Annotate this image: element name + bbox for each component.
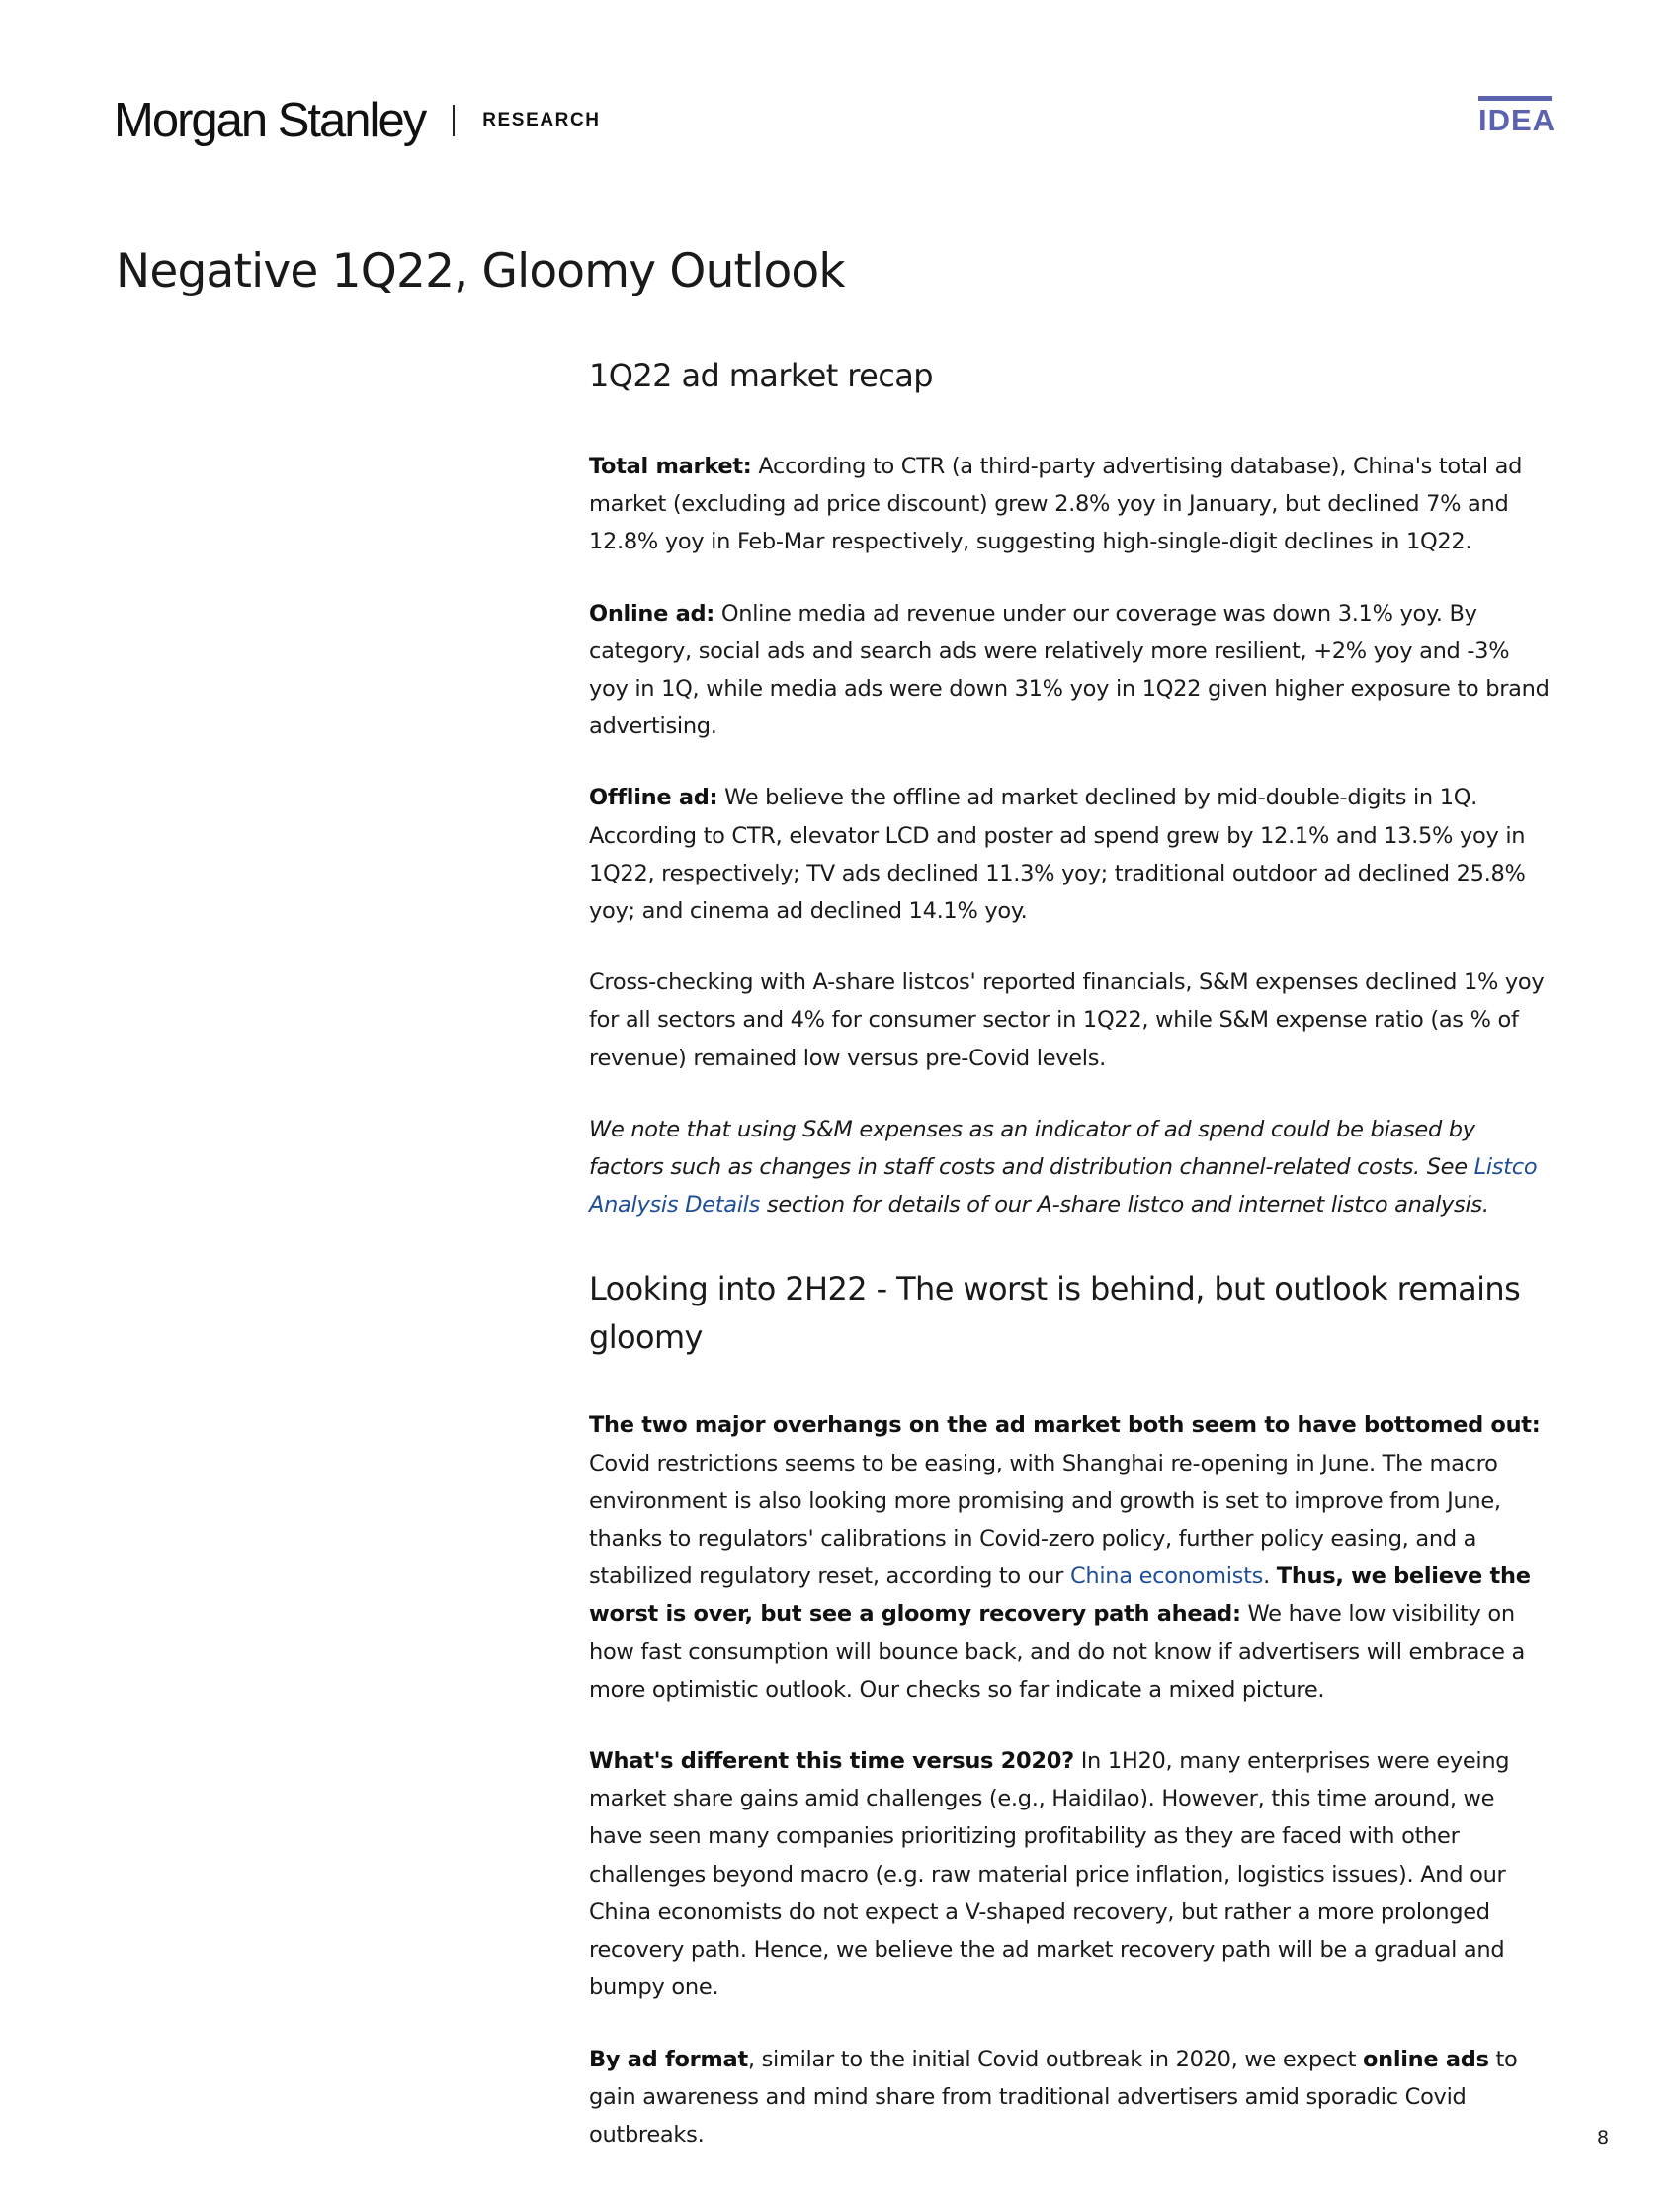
difference-label: What's different this time versus 2020? bbox=[589, 1748, 1074, 1775]
listco-analysis-link[interactable]: Listco Analysis Details bbox=[589, 1154, 1538, 1219]
offline-ad-text: We believe the offline ad market declined by mid-double-digits in 1Q. According to CTR, elevator LCD and poster ad spend grew by 12.1% and 13.5% yoy in 1Q22, respectively; TV ads declined 11.3% yoy; traditional outdoor ad declined 25.8% yoy; and cinema ad declined 14.1% yoy. bbox=[589, 785, 1526, 925]
note-text-after: section for details of our A-share listco and internet listco analysis. bbox=[760, 1192, 1489, 1219]
recap-heading: 1Q22 ad market recap bbox=[589, 357, 933, 394]
total-market-label: Total market: bbox=[589, 454, 752, 479]
research-label: RESEARCH bbox=[482, 110, 601, 130]
difference-text: In 1H20, many enterprises were eyeing market share gains amid challenges (e.g., Haidilao). However, this time around, we have seen many companies prioritizing profitability as they are faced with other challenges beyond macro (e.g. raw material price inflation, logistics issues). And our China economists do not expect a V-shaped recovery, but rather a more prolonged recovery path. Hence, we believe the ad market recovery path will be a gradual and bumpy one. bbox=[589, 1748, 1510, 2001]
header-divider bbox=[453, 105, 455, 136]
online-ad-text: Online media ad revenue under our coverage was down 3.1% yoy. By category, social ads and search ads were relatively more resilient, +2% yoy and -3% yoy in 1Q, while media ads were down 31% yoy in 1Q22 given higher exposure to brand advertising. bbox=[589, 600, 1550, 740]
total-market-text: According to CTR (a third-party advertising database), China's total ad market (excluding ad price discount) grew 2.8% yoy in January, but declined 7% and 12.8% yoy in Feb-Mar respectively, suggesting high-single-digit declines in 1Q22. bbox=[589, 454, 1523, 555]
online-ad-label: Online ad: bbox=[589, 600, 714, 627]
ad-format-text-1: , similar to the initial Covid outbreak in 2020, we expect bbox=[747, 2046, 1363, 2072]
offline-ad-label: Offline ad: bbox=[589, 785, 718, 811]
morgan-stanley-logo: Morgan Stanley bbox=[114, 93, 426, 147]
overhangs-text-2: . bbox=[1263, 1563, 1277, 1590]
difference-paragraph bbox=[589, 1742, 1550, 2006]
worst-is-over-label: Thus, we believe the worst is over, but see a gloomy recovery path ahead: bbox=[589, 1563, 1531, 1628]
note-text-before: We note that using S&M expenses as an indicator of ad spend could be biased by factors such as changes in staff costs and distribution channel-related costs. See bbox=[589, 1116, 1475, 1181]
overhangs-text-3: We have low visibility on how fast consumption will bounce back, and do not know if advertisers will embrace a more optimistic outlook. Our checks so far indicate a mixed picture. bbox=[589, 1601, 1526, 1703]
online-ads-label: online ads bbox=[1362, 2046, 1489, 2072]
china-economists-link[interactable]: China economists bbox=[1069, 1563, 1264, 1590]
overhangs-label: The two major overhangs on the ad market both seem to have bottomed out: bbox=[589, 1412, 1541, 1439]
ad-format-label: By ad format bbox=[589, 2046, 748, 2072]
overhangs-text-1: Covid restrictions seems to be easing, with Shanghai re-opening in June. The macro environment is also looking more promising and growth is set to improve from June, thanks to regulators' calibrations in Covid-zero policy, further policy easing, and a stabilized regulatory reset, according to our bbox=[589, 1450, 1501, 1590]
online-ad-paragraph bbox=[589, 595, 1550, 746]
outlook-heading: Looking into 2H22 - The worst is behind, but outlook remains gloomy bbox=[589, 1270, 1521, 1357]
page-title: Negative 1Q22, Gloomy Outlook bbox=[116, 244, 845, 298]
report-header bbox=[114, 91, 601, 150]
ad-format-paragraph bbox=[589, 2041, 1550, 2154]
total-market-paragraph bbox=[589, 448, 1550, 561]
sm-expense-note bbox=[589, 1111, 1550, 1224]
offline-ad-paragraph bbox=[589, 779, 1550, 930]
idea-badge: IDEA bbox=[1478, 96, 1552, 137]
cross-check-paragraph: Cross-checking with A-share listcos' reported financials, S&M expenses declined 1% yoy for all sectors and 4% for consumer sector in 1Q22, while S&M expense ratio (as % of revenue) remained low versus pre-Covid levels. bbox=[589, 969, 1545, 1071]
main-content bbox=[589, 352, 1550, 2187]
ad-format-text-2: to gain awareness and mind share from traditional advertisers amid sporadic Covid outbreaks. bbox=[589, 2046, 1518, 2147]
overhangs-paragraph bbox=[589, 1406, 1550, 1709]
page-number: 8 bbox=[1597, 2127, 1610, 2148]
